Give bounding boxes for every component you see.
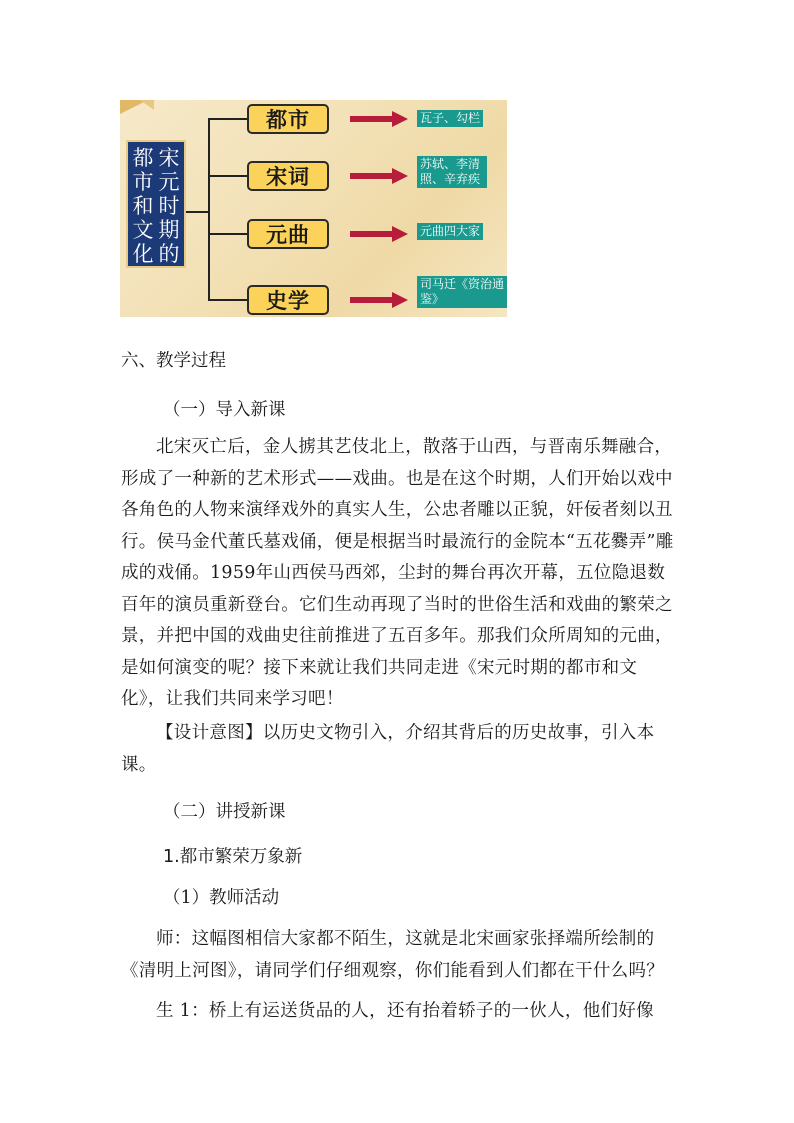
bracket-branch xyxy=(208,299,247,301)
node-songci: 宋词 xyxy=(247,161,329,191)
bracket-branch xyxy=(208,233,247,235)
title-char: 文 xyxy=(132,218,154,242)
point-heading: 1.都市繁荣万象新 xyxy=(163,847,303,867)
node-shixue: 史学 xyxy=(247,285,329,315)
title-char: 的 xyxy=(158,242,180,266)
right-arrow-icon xyxy=(350,293,410,307)
result-dushi: 瓦子、勾栏 xyxy=(417,110,483,127)
diagram-title-box xyxy=(126,140,186,268)
result-shixue: 司马迁《资治通鉴》 xyxy=(417,276,507,308)
bracket-branch xyxy=(208,175,247,177)
section-heading: 六、教学过程 xyxy=(121,351,226,371)
right-arrow-icon xyxy=(350,227,410,241)
node-dushi: 都市 xyxy=(247,104,329,134)
title-column-left xyxy=(131,146,155,266)
title-char: 时 xyxy=(158,194,180,218)
bracket-spine xyxy=(208,118,210,300)
design-intent-paragraph: 【设计意图】以历史文物引入，介绍其背后的历史故事，引入本课。 xyxy=(121,723,655,775)
title-column-right xyxy=(157,146,181,266)
title-char: 元 xyxy=(158,170,180,194)
bracket-branch xyxy=(208,118,247,120)
teacher-dialogue: 师：这幅图相信大家都不陌生，这就是北宋画家张择端所绘制的《清明上河图》，请同学们仔细观察，你们能看到人们都在干什么吗？ xyxy=(121,929,665,981)
subsection-heading: （一）导入新课 xyxy=(163,400,286,420)
title-char: 市 xyxy=(132,170,154,194)
knowledge-map-diagram xyxy=(120,100,507,317)
result-yuanqu: 元曲四大家 xyxy=(417,223,483,240)
student-dialogue: 生 1：桥上有运送货品的人，还有抬着轿子的一伙人，他们好像 xyxy=(156,1001,654,1021)
title-char: 宋 xyxy=(158,146,180,170)
title-char: 都 xyxy=(132,146,154,170)
decorative-corner xyxy=(140,100,154,110)
result-songci: 苏轼、李清照、辛弃疾 xyxy=(417,156,487,188)
title-char: 期 xyxy=(158,218,180,242)
bracket-stem xyxy=(186,211,208,213)
right-arrow-icon xyxy=(350,112,410,126)
intro-paragraph: 北宋灭亡后，金人掳其艺伎北上，散落于山西，与晋南乐舞融合，形成了一种新的艺术形式——戏曲。也是在这个时期，人们开始以戏中各角色的人物来演绎戏外的真实人生，公忠者雕以正貌，奸佞者刻以丑行。侯马金代董氏墓戏俑，便是根据当时最流行的金院本“五花爨弄”雕成的戏俑。1959年山西侯马西郊，尘封的舞台再次开幕，五位隐退数百年的演员重新登台。它们生动再现了当时的世俗生活和戏曲的繁荣之景，并把中国的戏曲史往前推进了五百多年。那我们众所周知的元曲，是如何演变的呢？接下来就让我们共同走进《宋元时期的都市和文化》，让我们共同来学习吧！ xyxy=(121,437,674,709)
title-char: 化 xyxy=(132,242,154,266)
title-char: 和 xyxy=(132,194,154,218)
right-arrow-icon xyxy=(350,169,410,183)
subsection-heading: （二）讲授新课 xyxy=(163,802,286,822)
point-subheading: （1）教师活动 xyxy=(163,888,280,908)
node-yuanqu: 元曲 xyxy=(247,219,329,249)
